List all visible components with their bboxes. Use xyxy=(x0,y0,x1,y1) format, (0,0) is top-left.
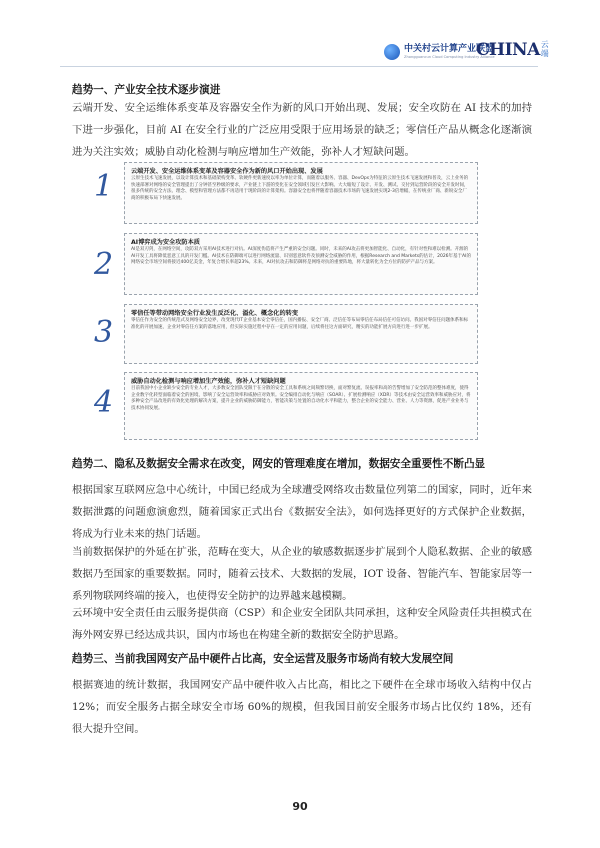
trend-card-2 xyxy=(124,233,478,295)
section2-paragraph-1: 根据国家互联网应急中心统计，中国已经成为全球遭受网络攻击数量位列第二的国家，同时，近年来数据泄露的问题愈演愈烈，随着国家正式出台《数据安全法》，如何选择更好的方式保护企业数据，将成为行业未来的热门话题。 xyxy=(72,484,532,540)
trend-card-2-body: AI是双刃剑，在网络空间，攻防双方采用AI技术进行对抗。AI深度伪造将产生严重的安全问题。同时，未来的AI攻击将更加智能化、自动化，有针对性和难以检测。开源的AI开发工具将降低恶意工具的开发门槛。AI技术在防御端可以进行网络流量、识别恶意软件及预测安全威胁的作用，根据Research and Markets的估计，2026年基于AI的网络安全市场空间将接近400亿美金，年复合增长率超23%。未来，AI对抗攻击和防御将是网络对抗的重要阵地，将大量转化为全方位的防护产品与方案。 xyxy=(131,247,471,266)
trend-number-1: 1 xyxy=(94,169,114,204)
page-number: 90 xyxy=(292,800,308,813)
section1-heading: 趋势一、产业安全技术逐步演进 xyxy=(72,84,221,96)
cloud-globe-icon xyxy=(384,44,400,60)
trend-number-3: 3 xyxy=(94,315,114,350)
trend-card-3 xyxy=(124,304,478,364)
page-header xyxy=(0,0,600,72)
section2-paragraph-2: 当前数据保护的外延在扩张，范畴在变大，从企业的敏感数据逐步扩展到个人隐私数据、企业的敏感数据乃至国家的重要数据。同时，随着云技术、大数据的发展，IOT 设备、智能汽车、智能家居等一系列物联网终端的接入，也使得安全防护的边界越来越模糊。 xyxy=(72,546,532,602)
china-cloud-logo xyxy=(476,40,550,60)
trend-card-4-title: 威胁自动化检测与响应增加生产效能，弥补人才短缺问题 xyxy=(131,378,286,385)
section2-heading: 趋势二、隐私及数据安全需求在改变，网安的管理难度在增加，数据安全重要性不断凸显 xyxy=(72,458,486,470)
china-logo-suffix: 云端 xyxy=(540,40,549,58)
trend-card-1-body: 云原生技术飞速发展，以设计算技术和基础架构变革、软硬件更新速度以率为单位计算，而随着以服务、容器、DevOps为特征的云原生技术飞速发展和普及，云上业务的快速部署对网络的安全管理提出了分钟甚至秒级的要求，产业链上下游的变化在安全领域引发巨大影响。大大缩短了设计、开发、测试、交付到运营阶段的安全开发时间，很多传统的安全方法、理念、模型和管理方法都不再适用于现阶段的计算架构。容器安全也将伴随着容器技术市场的飞速发展实现2-3倍增幅，在传统业厂商、新锐安全厂商的积极布局下快速发展。 xyxy=(131,176,469,201)
section1-paragraph: 云端开发、安全运维体系变革及容器安全作为新的风口开始出现、发展；安全攻防在 AI 技术的加持下进一步强化，目前 AI 在安全行业的广泛应用受限于应用场景的缺乏；零信任产品从概念化逐渐演进为关注实效；威胁自动化检测与响应增加生产效能，弥补人才短缺问题。 xyxy=(72,102,532,158)
china-logo-word: CHINA xyxy=(476,40,540,60)
trend-card-3-body: 零信任作为安全的传统范式及网络安全边界，改变现代IT企业基本安全零信任，国内播报、安全厂商、泛信任等布局零信任布局信任可信访问。我国对零信任问题体系和标准化的开展加速，企业对零信任方案的落地应用，但实际实施过程中存在一定的应用问题，后续将往这方面研究，精实的功能扩展方向进行进一步扩展。 xyxy=(131,318,469,330)
zgc-logo-en: Zhongguancun Cloud Computing Industry Alliance xyxy=(404,55,495,59)
section3-heading: 趋势三、当前我国网安产品中硬件占比高，安全运营及服务市场尚有较大发展空间 xyxy=(72,653,454,665)
trend-card-4-body: 目前我国中小企业缺少安全的专业人才，大多数安全团队受限于在分散的安全工具和系统之间频繁切换，面对繁复流、误报率和高的告警增加了安全防范的整体难度，使得企业数字化转型面临着安全的困境，影响了安全运营效率和威胁应对效果。安全编排自动化与响应（SOAR）、扩展检测响应（XDR）等技术由安全运营效率和威胁应对，将多种安全产品改进的有效化处理的解决方案，提升企业的威胁防御能力，智能决策与处置的自动化水平和能力，整合企业的安全能力、营业、人力等资源，促进产业业务与技术协同发展。 xyxy=(131,386,471,411)
header-divider xyxy=(60,66,538,67)
section3-paragraph: 根据赛迪的统计数据，我国网安产品中硬件收入占比高，相比之下硬件在全球市场收入结构中仅占 12%；而安全服务占据全球安全市场 60%的规模，但我国目前安全服务市场占比仅约 18%，还有很大提升空间。 xyxy=(72,679,532,735)
trend-card-3-title: 零信任等带动网络安全行业发生反泛化、溢化、概念化的转变 xyxy=(131,310,299,317)
trend-card-2-title: AI博弈成为安全攻防本质 xyxy=(131,239,200,246)
trend-number-4: 4 xyxy=(94,385,114,420)
trends-figure xyxy=(92,158,510,442)
trend-number-2: 2 xyxy=(94,247,114,282)
trend-card-1 xyxy=(124,162,478,224)
zgc-logo-cn: 中关村云计算产业联盟 xyxy=(404,44,495,54)
trend-card-4 xyxy=(124,372,478,440)
section2-paragraph-3: 云环境中安全责任由云服务提供商（CSP）和企业安全团队共同承担，这种安全风险责任共担模式在海外网安界已经达成共识，国内市场也在构建全新的数据安全防护思路。 xyxy=(72,607,532,641)
trend-card-1-title: 云端开发、安全运维体系变革及容器安全作为新的风口开始出现、发展 xyxy=(131,168,323,175)
